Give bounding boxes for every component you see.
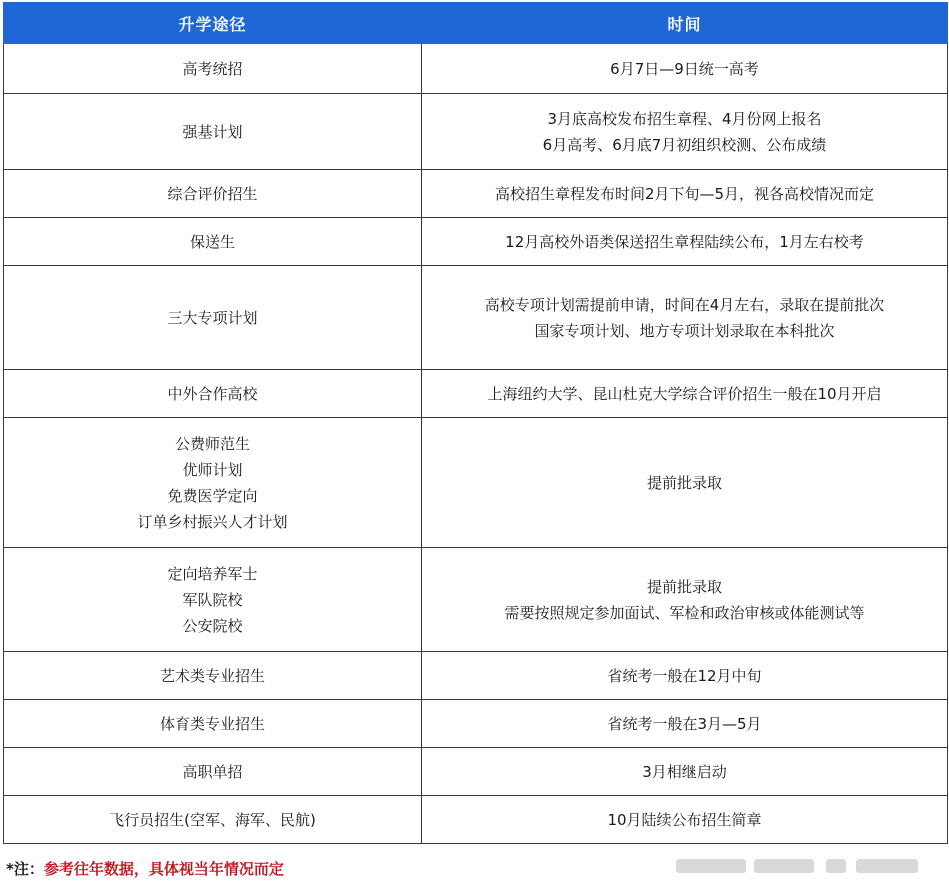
header-time: 时间	[422, 3, 948, 44]
time-cell	[422, 418, 948, 548]
time-text: 高校招生章程发布时间2月下旬—5月，视各高校情况而定	[494, 184, 875, 203]
time-cell	[422, 370, 948, 418]
table-row	[4, 170, 948, 218]
route-text: 免费医学定向	[167, 486, 258, 505]
route-cell	[4, 266, 422, 370]
route-cell	[4, 370, 422, 418]
table-row	[4, 796, 948, 844]
time-cell	[422, 748, 948, 796]
time-cell	[422, 652, 948, 700]
table-row	[4, 548, 948, 652]
route-cell	[4, 418, 422, 548]
time-text: 6月高考、6月底7月初组织校测、公布成绩	[542, 135, 827, 154]
table-body	[4, 44, 948, 844]
table-row	[4, 44, 948, 94]
route-text: 体育类专业招生	[159, 714, 265, 733]
route-text: 公安院校	[182, 616, 243, 635]
time-cell	[422, 44, 948, 94]
route-text: 综合评价招生	[167, 184, 258, 203]
time-cell	[422, 218, 948, 266]
time-cell	[422, 700, 948, 748]
time-cell	[422, 170, 948, 218]
route-text: 订单乡村振兴人才计划	[137, 512, 288, 531]
time-text: 3月相继启动	[642, 762, 727, 781]
time-text: 高校专项计划需提前申请，时间在4月左右，录取在提前批次	[484, 295, 885, 314]
header-route: 升学途径	[4, 3, 422, 44]
table-row	[4, 652, 948, 700]
footnote	[6, 858, 284, 879]
route-text: 高考统招	[182, 59, 243, 78]
route-cell	[4, 748, 422, 796]
route-text: 军队院校	[182, 590, 243, 609]
route-text: 飞行员招生(空军、海军、民航)	[109, 810, 316, 829]
time-text: 提前批录取	[646, 577, 722, 596]
watermark-blur	[676, 853, 921, 879]
time-text: 提前批录取	[646, 473, 722, 492]
time-text: 6月7日—9日统一高考	[610, 59, 759, 78]
table-row	[4, 266, 948, 370]
route-cell	[4, 44, 422, 94]
table-row	[4, 748, 948, 796]
time-cell	[422, 548, 948, 652]
route-cell	[4, 700, 422, 748]
time-cell	[422, 796, 948, 844]
footnote-prefix: *注：	[6, 860, 44, 878]
time-text: 10月陆续公布招生简章	[607, 810, 762, 829]
table-row	[4, 418, 948, 548]
admission-routes-table	[3, 2, 948, 844]
route-cell	[4, 170, 422, 218]
route-text: 三大专项计划	[167, 308, 258, 327]
route-text: 定向培养军士	[167, 564, 258, 583]
route-text: 优师计划	[182, 460, 243, 479]
route-text: 艺术类专业招生	[159, 666, 265, 685]
time-text: 12月高校外语类保送招生章程陆续公布，1月左右校考	[505, 232, 864, 251]
table-row	[4, 218, 948, 266]
route-text: 强基计划	[182, 122, 243, 141]
time-text: 省统考一般在3月—5月	[607, 714, 762, 733]
table-row	[4, 94, 948, 170]
table-row	[4, 700, 948, 748]
time-text: 国家专项计划、地方专项计划录取在本科批次	[534, 321, 835, 340]
route-cell	[4, 652, 422, 700]
table-row	[4, 370, 948, 418]
route-cell	[4, 548, 422, 652]
table-header-row	[4, 3, 948, 44]
time-text: 上海纽约大学、昆山杜克大学综合评价招生一般在10月开启	[487, 384, 882, 403]
route-text: 中外合作高校	[167, 384, 258, 403]
time-cell	[422, 94, 948, 170]
route-text: 保送生	[189, 232, 235, 251]
time-text: 需要按照规定参加面试、军检和政治审核或体能测试等	[504, 603, 865, 622]
time-text: 3月底高校发布招生章程、4月份网上报名	[547, 109, 822, 128]
route-cell	[4, 94, 422, 170]
time-text: 省统考一般在12月中旬	[607, 666, 762, 685]
time-cell	[422, 266, 948, 370]
route-cell	[4, 218, 422, 266]
route-text: 公费师范生	[174, 434, 250, 453]
route-cell	[4, 796, 422, 844]
footnote-text: 参考往年数据，具体视当年情况而定	[43, 860, 284, 878]
route-text: 高职单招	[182, 762, 243, 781]
